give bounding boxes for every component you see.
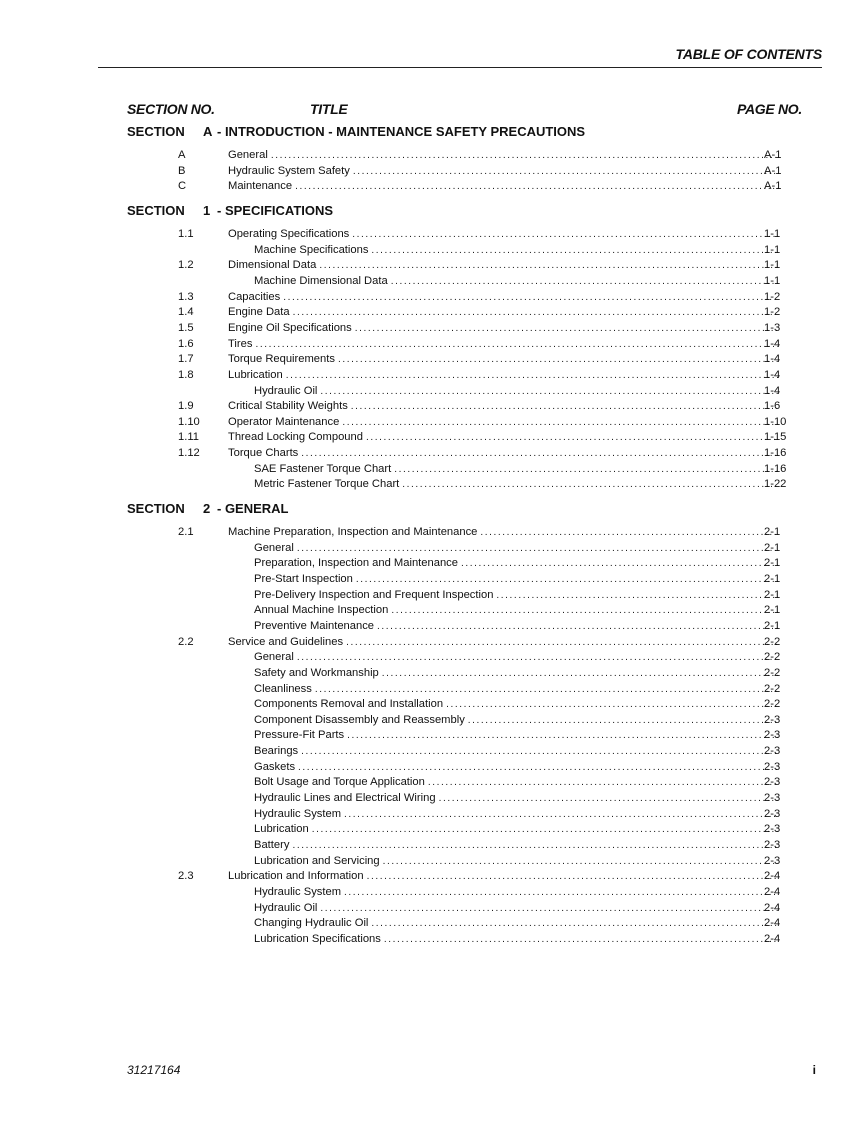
entry-title-leader [228, 258, 781, 273]
entry-title: Dimensional Data [228, 259, 317, 272]
entry-title: Hydraulic Oil [254, 901, 318, 914]
footer-page-number: i [812, 1063, 816, 1077]
section-label: SECTION [127, 501, 185, 516]
entry-page: 1-22 [764, 478, 787, 491]
section-label: SECTION [127, 124, 185, 139]
entry-page: 1-1 [764, 274, 781, 287]
entry-number: 1.9 [178, 400, 194, 413]
toc-entry[interactable] [0, 650, 866, 665]
toc-entry[interactable] [0, 541, 866, 556]
entry-page: 2-4 [764, 917, 781, 930]
section-heading [127, 124, 585, 139]
entry-title-leader [254, 744, 781, 759]
entry-title-leader [254, 666, 781, 681]
toc-entry[interactable] [0, 807, 866, 822]
section-heading [127, 501, 289, 516]
entry-number: 1.12 [178, 447, 200, 460]
entry-title-leader [254, 901, 781, 916]
entry-title: Hydraulic System [254, 885, 342, 898]
entry-title-leader [254, 760, 781, 775]
entry-title: Lubrication [228, 368, 283, 381]
entry-page: 2-2 [764, 666, 781, 679]
toc-entry[interactable] [0, 274, 866, 289]
entry-page: 2-4 [764, 870, 781, 883]
dot-leader [353, 164, 778, 179]
entry-title: Components Removal and Installation [254, 698, 444, 711]
entry-title-leader [228, 430, 778, 445]
toc-entry[interactable] [0, 462, 866, 477]
entry-title: Safety and Workmanship [254, 666, 379, 679]
toc-entry[interactable] [0, 728, 866, 743]
toc-entry[interactable] [0, 932, 866, 947]
entry-page: 2-1 [764, 572, 781, 585]
toc-entry[interactable] [0, 446, 866, 461]
toc-entry[interactable] [0, 179, 866, 194]
entry-title-leader [254, 822, 781, 837]
toc-entry[interactable] [0, 321, 866, 336]
entry-title: Annual Machine Inspection [254, 604, 389, 617]
dot-leader [344, 807, 781, 822]
entry-title-leader [228, 869, 781, 884]
toc-entry[interactable] [0, 430, 866, 445]
entry-page: 1-1 [764, 228, 781, 240]
toc-entry[interactable] [0, 744, 866, 759]
dot-leader [286, 368, 781, 383]
entry-number: 1.6 [178, 337, 194, 350]
dot-leader [255, 337, 781, 352]
toc-entry[interactable] [0, 885, 866, 900]
entry-page: 2-2 [764, 635, 781, 648]
toc-entry[interactable] [0, 760, 866, 775]
entry-title: General [254, 541, 294, 554]
dot-leader [320, 901, 781, 916]
entry-number: 1.10 [178, 415, 200, 428]
dot-leader [382, 666, 781, 681]
entry-page: 2-2 [764, 682, 781, 695]
entry-page: A-1 [764, 149, 782, 161]
section-letter: 1 [203, 203, 211, 218]
entry-page: 2-2 [764, 698, 781, 711]
entry-title: General [228, 149, 268, 161]
entry-page: A-1 [764, 164, 782, 177]
entry-page: 2-1 [764, 604, 781, 617]
entry-title: Thread Locking Compound [228, 431, 363, 444]
dot-leader [292, 838, 781, 853]
entry-title-leader [254, 384, 781, 399]
toc-entry[interactable] [0, 148, 866, 163]
toc-entry[interactable] [0, 588, 866, 603]
entry-title: Maintenance [228, 180, 293, 193]
entry-page: 2-3 [764, 776, 781, 789]
dot-leader [383, 854, 781, 869]
section-letter: 2 [203, 501, 211, 516]
toc-entry[interactable] [0, 415, 866, 430]
entry-page: 1-4 [764, 368, 781, 381]
dot-leader [371, 916, 781, 931]
entry-page: 2-4 [764, 885, 781, 898]
toc-entry[interactable] [0, 164, 866, 179]
entry-page: 2-1 [764, 541, 781, 554]
entry-number: 1.7 [178, 353, 194, 366]
toc-entry[interactable] [0, 243, 866, 258]
entry-page: 1-3 [764, 321, 781, 334]
entry-page: 1-1 [764, 259, 781, 272]
entry-page: 2-2 [764, 651, 781, 664]
entry-number: 2.1 [178, 526, 194, 538]
dot-leader [312, 822, 781, 837]
dot-leader [338, 352, 781, 367]
toc-entry[interactable] [0, 227, 866, 242]
entry-number: 1.2 [178, 259, 194, 272]
entry-title-leader [228, 305, 781, 320]
entry-number: 1.8 [178, 368, 194, 381]
entry-page: 2-1 [764, 557, 781, 570]
entry-title: Service and Guidelines [228, 635, 344, 648]
dot-leader [355, 321, 781, 336]
dot-leader [271, 148, 778, 163]
entry-title: Pre-Start Inspection [254, 572, 353, 585]
entry-page: 1-10 [764, 415, 787, 428]
section-title: - INTRODUCTION - MAINTENANCE SAFETY PRECAUTIONS [217, 124, 586, 139]
header-rule [98, 67, 822, 68]
toc-entry[interactable] [0, 619, 866, 634]
entry-title: Machine Preparation, Inspection and Maintenance [228, 526, 478, 538]
entry-page: 2-3 [764, 760, 781, 773]
entry-title-leader [228, 399, 781, 414]
column-head-title: TITLE [310, 101, 348, 117]
entry-title: Pre-Delivery Inspection and Frequent Inspection [254, 588, 494, 601]
toc-entry[interactable] [0, 258, 866, 273]
entry-title-leader [254, 885, 781, 900]
entry-title: Lubrication and Information [228, 870, 364, 883]
entry-page: 1-2 [764, 306, 781, 319]
entry-title: Gaskets [254, 760, 296, 773]
toc-entry[interactable] [0, 572, 866, 587]
footer-doc-number: 31217164 [127, 1063, 181, 1077]
entry-number: 1.11 [178, 431, 199, 444]
toc-entry[interactable] [0, 697, 866, 712]
entry-number: 2.2 [178, 635, 194, 648]
entry-title-leader [254, 462, 778, 477]
entry-title-leader [254, 603, 781, 618]
entry-title-leader [254, 932, 781, 947]
dot-leader [298, 760, 781, 775]
dot-leader [394, 462, 778, 477]
entry-page: 1-6 [764, 400, 781, 413]
entry-title-leader [228, 368, 781, 383]
entry-title: Hydraulic Lines and Electrical Wiring [254, 792, 436, 805]
entry-title: Lubrication and Servicing [254, 854, 380, 867]
entry-title-leader [254, 274, 781, 289]
entry-title: Pressure-Fit Parts [254, 729, 345, 742]
toc-entry[interactable] [0, 666, 866, 681]
column-head-section: SECTION NO. [127, 101, 215, 117]
dot-leader [293, 305, 781, 320]
entry-title-leader [254, 713, 781, 728]
toc-entry[interactable] [0, 869, 866, 884]
section-title: - GENERAL [217, 501, 289, 516]
entry-title-leader [228, 321, 781, 336]
dot-leader [297, 650, 781, 665]
section-label: SECTION [127, 203, 185, 218]
dot-leader [439, 791, 781, 806]
entry-title: Tires [228, 337, 253, 350]
entry-title-leader [228, 337, 781, 352]
entry-title: Bearings [254, 745, 299, 758]
dot-leader [480, 525, 781, 540]
entry-title: Bolt Usage and Torque Application [254, 776, 425, 789]
entry-title: Changing Hydraulic Oil [254, 917, 369, 930]
section-heading [127, 203, 333, 218]
dot-leader [346, 635, 781, 650]
entry-number: C [178, 180, 187, 193]
entry-page: 2-3 [764, 839, 781, 851]
entry-title-leader [254, 854, 781, 869]
dot-leader [283, 290, 781, 305]
dot-leader [319, 258, 781, 273]
entry-title: Operating Specifications [228, 228, 350, 240]
toc-entry[interactable] [0, 916, 866, 931]
column-head-page: PAGE NO. [736, 101, 802, 117]
entry-title: Preventive Maintenance [254, 619, 375, 632]
dot-leader [371, 243, 781, 258]
entry-page: 1-1 [764, 243, 781, 256]
dot-leader [391, 603, 781, 618]
entry-page: A-1 [764, 180, 782, 193]
dot-leader [468, 713, 781, 728]
dot-leader [496, 588, 781, 603]
toc-entry[interactable] [0, 635, 866, 650]
entry-page: 2-3 [764, 792, 781, 805]
entry-number: A [178, 149, 186, 161]
entry-title: Metric Fastener Torque Chart [254, 478, 400, 491]
toc-entry[interactable] [0, 352, 866, 367]
entry-title: Torque Requirements [228, 353, 335, 366]
toc-entry[interactable] [0, 791, 866, 806]
entry-page: 2-1 [764, 526, 781, 538]
dot-leader [446, 697, 781, 712]
entry-title-leader [254, 838, 781, 853]
dot-leader [342, 415, 778, 430]
dot-leader [347, 728, 781, 743]
entry-title: Critical Stability Weights [228, 400, 348, 413]
entry-page: 1-4 [764, 337, 781, 350]
entry-number: 1.3 [178, 290, 194, 303]
toc-entry[interactable] [0, 854, 866, 869]
entry-title-leader [228, 635, 781, 650]
entry-title: Cleanliness [254, 682, 312, 695]
section-letter: A [203, 124, 213, 139]
entry-title: General [254, 651, 294, 664]
toc-entry[interactable] [0, 713, 866, 728]
entry-title-leader [254, 916, 781, 931]
toc-entry[interactable] [0, 838, 866, 853]
dot-leader [377, 619, 781, 634]
entry-title-leader [254, 775, 781, 790]
toc-entry[interactable] [0, 477, 866, 492]
entry-title-leader [228, 446, 778, 461]
entry-title: Hydraulic System [254, 807, 342, 820]
toc-entry[interactable] [0, 682, 866, 697]
entry-title-leader [228, 148, 778, 163]
entry-title: Hydraulic System Safety [228, 164, 350, 177]
dot-leader [461, 556, 781, 571]
entry-title-leader [254, 477, 778, 492]
entry-title: Engine Oil Specifications [228, 321, 352, 334]
entry-title: Component Disassembly and Reassembly [254, 713, 465, 726]
dot-leader [315, 682, 781, 697]
entry-title: Battery [254, 839, 290, 851]
entry-title-leader [254, 556, 781, 571]
entry-page: 2-3 [764, 823, 781, 836]
dot-leader [356, 572, 781, 587]
toc-entry[interactable] [0, 603, 866, 618]
entry-number: 1.5 [178, 321, 194, 334]
entry-number: 2.3 [178, 870, 194, 883]
dot-leader [391, 274, 781, 289]
entry-title: Preparation, Inspection and Maintenance [254, 557, 458, 570]
dot-leader [402, 477, 778, 492]
entry-page: 1-2 [764, 290, 781, 303]
toc-entry[interactable] [0, 775, 866, 790]
entry-title-leader [228, 525, 781, 540]
entry-title-leader [228, 290, 781, 305]
entry-page: 1-16 [764, 447, 787, 460]
dot-leader [352, 227, 781, 242]
entry-title-leader [254, 682, 781, 697]
entry-title: Lubrication Specifications [254, 932, 381, 945]
entry-page: 2-3 [764, 745, 781, 758]
entry-title-leader [254, 791, 781, 806]
entry-title-leader [228, 179, 778, 194]
dot-leader [367, 869, 781, 884]
entry-page: 1-4 [764, 353, 781, 366]
entry-page: 2-3 [764, 713, 781, 726]
entry-page: 2-1 [764, 619, 781, 632]
entry-title-leader [228, 352, 781, 367]
entry-title-leader [228, 227, 781, 242]
entry-page: 1-4 [764, 384, 781, 397]
toc-entry[interactable] [0, 368, 866, 383]
dot-leader [297, 541, 781, 556]
entry-title: Operator Maintenance [228, 415, 340, 428]
dot-leader [344, 885, 781, 900]
dot-leader [301, 744, 781, 759]
toc-entry[interactable] [0, 384, 866, 399]
entry-title: Machine Specifications [254, 243, 369, 256]
entry-title-leader [254, 588, 781, 603]
entry-title: Torque Charts [228, 447, 299, 460]
dot-leader [384, 932, 781, 947]
entry-title-leader [228, 164, 778, 179]
toc-entry[interactable] [0, 305, 866, 320]
toc-entry[interactable] [0, 556, 866, 571]
entry-title-leader [254, 807, 781, 822]
entry-title-leader [254, 619, 781, 634]
entry-title-leader [254, 541, 781, 556]
entry-page: 2-3 [764, 729, 781, 742]
entry-title: Engine Data [228, 306, 290, 319]
entry-page: 2-3 [764, 807, 781, 820]
entry-title-leader [254, 728, 781, 743]
entry-number: 1.1 [178, 228, 194, 240]
entry-title: SAE Fastener Torque Chart [254, 462, 392, 475]
entry-title-leader [254, 572, 781, 587]
entry-number: B [178, 164, 186, 177]
entry-page: 2-4 [764, 932, 781, 945]
entry-page: 2-3 [764, 854, 781, 867]
entry-page: 1-15 [764, 431, 787, 444]
page-header-title: TABLE OF CONTENTS [675, 46, 822, 62]
entry-title: Hydraulic Oil [254, 384, 318, 397]
entry-page: 1-16 [764, 462, 787, 475]
toc-entry[interactable] [0, 337, 866, 352]
toc-entry[interactable] [0, 901, 866, 916]
entry-title: Lubrication [254, 823, 309, 836]
entry-title-leader [254, 243, 781, 258]
entry-title: Machine Dimensional Data [254, 274, 388, 287]
dot-leader [320, 384, 781, 399]
entry-title-leader [254, 697, 781, 712]
toc-entry[interactable] [0, 822, 866, 837]
entry-title-leader [228, 415, 778, 430]
entry-title: Capacities [228, 290, 281, 303]
dot-leader [301, 446, 778, 461]
toc-entry[interactable] [0, 290, 866, 305]
dot-leader [366, 430, 778, 445]
entry-title-leader [254, 650, 781, 665]
entry-number: 1.4 [178, 306, 194, 319]
toc-entry[interactable] [0, 399, 866, 414]
entry-page: 2-1 [764, 588, 781, 601]
dot-leader [351, 399, 781, 414]
dot-leader [428, 775, 781, 790]
toc-entry[interactable] [0, 525, 866, 540]
entry-page: 2-4 [764, 901, 781, 914]
section-title: - SPECIFICATIONS [217, 203, 334, 218]
dot-leader [295, 179, 778, 194]
